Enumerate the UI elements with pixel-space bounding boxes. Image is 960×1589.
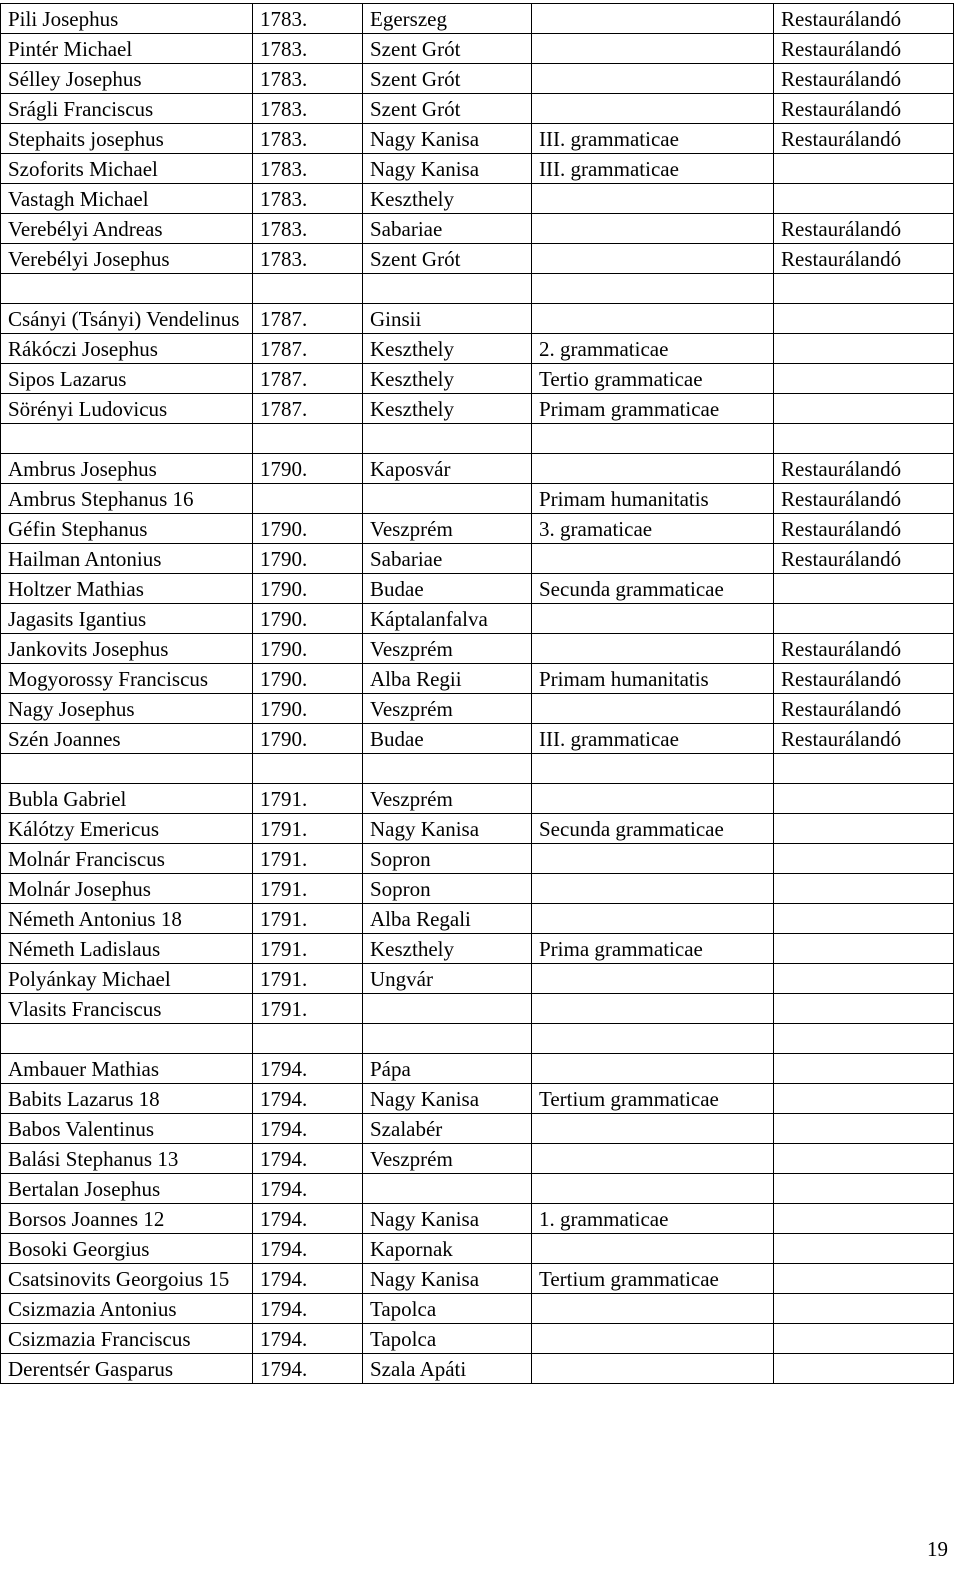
name-cell: Molnár Josephus	[1, 874, 253, 904]
name-cell: Srágli Franciscus	[1, 94, 253, 124]
table-row	[1, 874, 954, 904]
name-cell: Babos Valentinus	[1, 1114, 253, 1144]
note-cell: Restaurálandó	[774, 694, 954, 724]
name-cell: Pintér Michael	[1, 34, 253, 64]
year-cell: 1794.	[253, 1204, 363, 1234]
year-cell: 1791.	[253, 844, 363, 874]
name-cell: Borsos Joannes 12	[1, 1204, 253, 1234]
year-cell: 1783.	[253, 244, 363, 274]
place-cell: Egerszeg	[363, 4, 532, 34]
table-row	[1, 604, 954, 634]
note-cell	[774, 1054, 954, 1084]
place-cell: Kaposvár	[363, 454, 532, 484]
table-row	[1, 544, 954, 574]
note-cell: Restaurálandó	[774, 634, 954, 664]
note-cell	[774, 304, 954, 334]
table-row	[1, 184, 954, 214]
place-cell: Budae	[363, 724, 532, 754]
name-cell: Derentsér Gasparus	[1, 1354, 253, 1384]
year-cell: 1790.	[253, 544, 363, 574]
class-cell	[532, 694, 774, 724]
class-cell: Tertio grammaticae	[532, 364, 774, 394]
note-cell: Restaurálandó	[774, 484, 954, 514]
class-cell	[532, 1174, 774, 1204]
table-row	[1, 364, 954, 394]
name-cell: Jagasits Igantius	[1, 604, 253, 634]
table-row	[1, 514, 954, 544]
year-cell	[253, 754, 363, 784]
place-cell: Ginsii	[363, 304, 532, 334]
place-cell: Tapolca	[363, 1324, 532, 1354]
place-cell: Sopron	[363, 844, 532, 874]
note-cell	[774, 1294, 954, 1324]
table-row	[1, 844, 954, 874]
year-cell	[253, 274, 363, 304]
year-cell: 1791.	[253, 874, 363, 904]
table-row	[1, 664, 954, 694]
note-cell	[774, 874, 954, 904]
name-cell: Balási Stephanus 13	[1, 1144, 253, 1174]
year-cell: 1787.	[253, 394, 363, 424]
place-cell: Budae	[363, 574, 532, 604]
name-cell: Kálótzy Emericus	[1, 814, 253, 844]
place-cell: Veszprém	[363, 634, 532, 664]
table-row	[1, 454, 954, 484]
year-cell: 1794.	[253, 1354, 363, 1384]
table-row	[1, 154, 954, 184]
place-cell: Alba Regali	[363, 904, 532, 934]
class-cell	[532, 424, 774, 454]
class-cell	[532, 964, 774, 994]
name-cell	[1, 1024, 253, 1054]
year-cell: 1794.	[253, 1144, 363, 1174]
year-cell: 1794.	[253, 1264, 363, 1294]
note-cell	[774, 994, 954, 1024]
place-cell: Szent Grót	[363, 34, 532, 64]
name-cell: Nagy Josephus	[1, 694, 253, 724]
year-cell: 1791.	[253, 964, 363, 994]
name-cell: Sélley Josephus	[1, 64, 253, 94]
name-cell: Németh Antonius 18	[1, 904, 253, 934]
year-cell: 1783.	[253, 64, 363, 94]
year-cell: 1787.	[253, 304, 363, 334]
note-cell	[774, 574, 954, 604]
name-cell: Mogyorossy Franciscus	[1, 664, 253, 694]
class-cell: III. grammaticae	[532, 154, 774, 184]
note-cell	[774, 1264, 954, 1294]
student-register-table	[0, 3, 954, 1384]
name-cell: Bertalan Josephus	[1, 1174, 253, 1204]
table-row	[1, 994, 954, 1024]
class-cell: Primam grammaticae	[532, 394, 774, 424]
year-cell: 1790.	[253, 454, 363, 484]
name-cell: Hailman Antonius	[1, 544, 253, 574]
name-cell: Csányi (Tsányi) Vendelinus	[1, 304, 253, 334]
note-cell: Restaurálandó	[774, 724, 954, 754]
place-cell: Veszprém	[363, 1144, 532, 1174]
name-cell: Csizmazia Franciscus	[1, 1324, 253, 1354]
table-row	[1, 424, 954, 454]
name-cell: Verebélyi Andreas	[1, 214, 253, 244]
class-cell	[532, 904, 774, 934]
note-cell	[774, 1174, 954, 1204]
year-cell: 1791.	[253, 934, 363, 964]
note-cell	[774, 184, 954, 214]
place-cell: Nagy Kanisa	[363, 1204, 532, 1234]
table-row	[1, 754, 954, 784]
table-row	[1, 934, 954, 964]
name-cell: Sörényi Ludovicus	[1, 394, 253, 424]
name-cell: Bosoki Georgius	[1, 1234, 253, 1264]
place-cell: Keszthely	[363, 934, 532, 964]
table-row	[1, 1324, 954, 1354]
name-cell: Pili Josephus	[1, 4, 253, 34]
table-row	[1, 1024, 954, 1054]
name-cell: Bubla Gabriel	[1, 784, 253, 814]
table-row	[1, 1174, 954, 1204]
table-row	[1, 1204, 954, 1234]
name-cell: Polyánkay Michael	[1, 964, 253, 994]
year-cell: 1783.	[253, 124, 363, 154]
name-cell: Géfin Stephanus	[1, 514, 253, 544]
note-cell: Restaurálandó	[774, 514, 954, 544]
note-cell	[774, 814, 954, 844]
note-cell	[774, 394, 954, 424]
table-row	[1, 1294, 954, 1324]
place-cell: Veszprém	[363, 514, 532, 544]
name-cell: Molnár Franciscus	[1, 844, 253, 874]
place-cell: Alba Regii	[363, 664, 532, 694]
class-cell	[532, 874, 774, 904]
year-cell: 1791.	[253, 784, 363, 814]
note-cell	[774, 784, 954, 814]
table-row	[1, 574, 954, 604]
name-cell: Stephaits josephus	[1, 124, 253, 154]
class-cell	[532, 94, 774, 124]
place-cell: Nagy Kanisa	[363, 1084, 532, 1114]
class-cell	[532, 1354, 774, 1384]
note-cell	[774, 1234, 954, 1264]
name-cell: Ambrus Josephus	[1, 454, 253, 484]
place-cell	[363, 1024, 532, 1054]
year-cell: 1791.	[253, 994, 363, 1024]
year-cell: 1790.	[253, 694, 363, 724]
year-cell: 1783.	[253, 34, 363, 64]
note-cell	[774, 934, 954, 964]
name-cell: Holtzer Mathias	[1, 574, 253, 604]
table-row	[1, 1114, 954, 1144]
place-cell: Keszthely	[363, 364, 532, 394]
note-cell	[774, 844, 954, 874]
place-cell: Káptalanfalva	[363, 604, 532, 634]
class-cell	[532, 604, 774, 634]
class-cell: Tertium grammaticae	[532, 1084, 774, 1114]
year-cell: 1790.	[253, 634, 363, 664]
class-cell	[532, 214, 774, 244]
place-cell: Sabariae	[363, 214, 532, 244]
note-cell	[774, 1114, 954, 1144]
note-cell	[774, 604, 954, 634]
year-cell: 1790.	[253, 574, 363, 604]
name-cell: Ambrus Stephanus 16	[1, 484, 253, 514]
table-row	[1, 64, 954, 94]
name-cell: Ambauer Mathias	[1, 1054, 253, 1084]
place-cell: Sabariae	[363, 544, 532, 574]
year-cell	[253, 1024, 363, 1054]
class-cell	[532, 844, 774, 874]
note-cell	[774, 1354, 954, 1384]
class-cell: Secunda grammaticae	[532, 574, 774, 604]
note-cell	[774, 754, 954, 784]
table-row	[1, 4, 954, 34]
note-cell	[774, 1024, 954, 1054]
place-cell: Szent Grót	[363, 244, 532, 274]
class-cell	[532, 1144, 774, 1174]
place-cell: Kapornak	[363, 1234, 532, 1264]
year-cell: 1783.	[253, 214, 363, 244]
table-row	[1, 484, 954, 514]
note-cell	[774, 1324, 954, 1354]
class-cell	[532, 1114, 774, 1144]
note-cell	[774, 1084, 954, 1114]
note-cell	[774, 274, 954, 304]
class-cell: 1. grammaticae	[532, 1204, 774, 1234]
year-cell: 1794.	[253, 1054, 363, 1084]
place-cell: Keszthely	[363, 394, 532, 424]
class-cell: 2. grammaticae	[532, 334, 774, 364]
place-cell	[363, 1174, 532, 1204]
class-cell	[532, 64, 774, 94]
note-cell: Restaurálandó	[774, 4, 954, 34]
year-cell: 1787.	[253, 364, 363, 394]
name-cell: Vlasits Franciscus	[1, 994, 253, 1024]
year-cell: 1787.	[253, 334, 363, 364]
table-row	[1, 724, 954, 754]
note-cell	[774, 904, 954, 934]
note-cell: Restaurálandó	[774, 124, 954, 154]
class-cell	[532, 1324, 774, 1354]
name-cell: Vastagh Michael	[1, 184, 253, 214]
class-cell	[532, 784, 774, 814]
table-row	[1, 334, 954, 364]
class-cell	[532, 304, 774, 334]
class-cell	[532, 4, 774, 34]
place-cell: Ungvár	[363, 964, 532, 994]
year-cell: 1794.	[253, 1294, 363, 1324]
year-cell: 1794.	[253, 1174, 363, 1204]
place-cell	[363, 424, 532, 454]
year-cell: 1790.	[253, 514, 363, 544]
class-cell	[532, 274, 774, 304]
table-row	[1, 394, 954, 424]
note-cell	[774, 334, 954, 364]
note-cell	[774, 1144, 954, 1174]
year-cell: 1794.	[253, 1234, 363, 1264]
table-row	[1, 274, 954, 304]
class-cell	[532, 1054, 774, 1084]
class-cell	[532, 1024, 774, 1054]
table-row	[1, 1084, 954, 1114]
note-cell: Restaurálandó	[774, 34, 954, 64]
class-cell: Primam humanitatis	[532, 484, 774, 514]
year-cell: 1790.	[253, 664, 363, 694]
name-cell: Németh Ladislaus	[1, 934, 253, 964]
table-row	[1, 124, 954, 154]
table-row	[1, 304, 954, 334]
note-cell	[774, 424, 954, 454]
place-cell: Nagy Kanisa	[363, 154, 532, 184]
name-cell: Rákóczi Josephus	[1, 334, 253, 364]
class-cell	[532, 454, 774, 484]
name-cell: Csizmazia Antonius	[1, 1294, 253, 1324]
year-cell: 1790.	[253, 724, 363, 754]
table-row	[1, 814, 954, 844]
table-row	[1, 964, 954, 994]
note-cell: Restaurálandó	[774, 544, 954, 574]
year-cell: 1794.	[253, 1114, 363, 1144]
note-cell	[774, 964, 954, 994]
place-cell: Tapolca	[363, 1294, 532, 1324]
class-cell: Tertium grammaticae	[532, 1264, 774, 1294]
class-cell	[532, 1294, 774, 1324]
class-cell: III. grammaticae	[532, 124, 774, 154]
name-cell: Jankovits Josephus	[1, 634, 253, 664]
class-cell	[532, 244, 774, 274]
note-cell: Restaurálandó	[774, 214, 954, 244]
year-cell: 1790.	[253, 604, 363, 634]
note-cell	[774, 154, 954, 184]
place-cell: Szalabér	[363, 1114, 532, 1144]
place-cell: Keszthely	[363, 334, 532, 364]
class-cell	[532, 994, 774, 1024]
place-cell: Nagy Kanisa	[363, 1264, 532, 1294]
class-cell	[532, 34, 774, 64]
class-cell: Prima grammaticae	[532, 934, 774, 964]
table-row	[1, 1054, 954, 1084]
place-cell	[363, 994, 532, 1024]
table-row	[1, 244, 954, 274]
table-row	[1, 634, 954, 664]
class-cell	[532, 184, 774, 214]
place-cell: Szent Grót	[363, 94, 532, 124]
class-cell: Secunda grammaticae	[532, 814, 774, 844]
name-cell: Babits Lazarus 18	[1, 1084, 253, 1114]
note-cell: Restaurálandó	[774, 454, 954, 484]
year-cell: 1783.	[253, 94, 363, 124]
note-cell: Restaurálandó	[774, 244, 954, 274]
note-cell: Restaurálandó	[774, 94, 954, 124]
class-cell: 3. gramaticae	[532, 514, 774, 544]
name-cell: Verebélyi Josephus	[1, 244, 253, 274]
year-cell: 1794.	[253, 1324, 363, 1354]
name-cell: Sipos Lazarus	[1, 364, 253, 394]
year-cell	[253, 424, 363, 454]
table-row	[1, 1144, 954, 1174]
name-cell: Csatsinovits Georgoius 15	[1, 1264, 253, 1294]
table-row	[1, 1234, 954, 1264]
place-cell	[363, 274, 532, 304]
year-cell: 1783.	[253, 4, 363, 34]
place-cell: Veszprém	[363, 694, 532, 724]
place-cell: Nagy Kanisa	[363, 124, 532, 154]
class-cell	[532, 1234, 774, 1264]
table-row	[1, 214, 954, 244]
year-cell	[253, 484, 363, 514]
place-cell: Szala Apáti	[363, 1354, 532, 1384]
class-cell	[532, 634, 774, 664]
name-cell	[1, 274, 253, 304]
class-cell	[532, 754, 774, 784]
place-cell: Pápa	[363, 1054, 532, 1084]
note-cell: Restaurálandó	[774, 64, 954, 94]
place-cell: Sopron	[363, 874, 532, 904]
page-number: 19	[927, 1537, 948, 1561]
table-row	[1, 94, 954, 124]
place-cell: Nagy Kanisa	[363, 814, 532, 844]
year-cell: 1783.	[253, 184, 363, 214]
table-row	[1, 1264, 954, 1294]
name-cell: Szoforits Michael	[1, 154, 253, 184]
note-cell	[774, 364, 954, 394]
place-cell: Szent Grót	[363, 64, 532, 94]
name-cell: Szén Joannes	[1, 724, 253, 754]
year-cell: 1791.	[253, 814, 363, 844]
place-cell	[363, 484, 532, 514]
table-row	[1, 694, 954, 724]
table-row	[1, 34, 954, 64]
table-row	[1, 904, 954, 934]
name-cell	[1, 424, 253, 454]
year-cell: 1791.	[253, 904, 363, 934]
class-cell: III. grammaticae	[532, 724, 774, 754]
register-body	[1, 4, 954, 1384]
place-cell: Veszprém	[363, 784, 532, 814]
note-cell	[774, 1204, 954, 1234]
name-cell	[1, 754, 253, 784]
year-cell: 1783.	[253, 154, 363, 184]
class-cell: Primam humanitatis	[532, 664, 774, 694]
place-cell: Keszthely	[363, 184, 532, 214]
place-cell	[363, 754, 532, 784]
table-row	[1, 784, 954, 814]
year-cell: 1794.	[253, 1084, 363, 1114]
class-cell	[532, 544, 774, 574]
table-row	[1, 1354, 954, 1384]
note-cell: Restaurálandó	[774, 664, 954, 694]
